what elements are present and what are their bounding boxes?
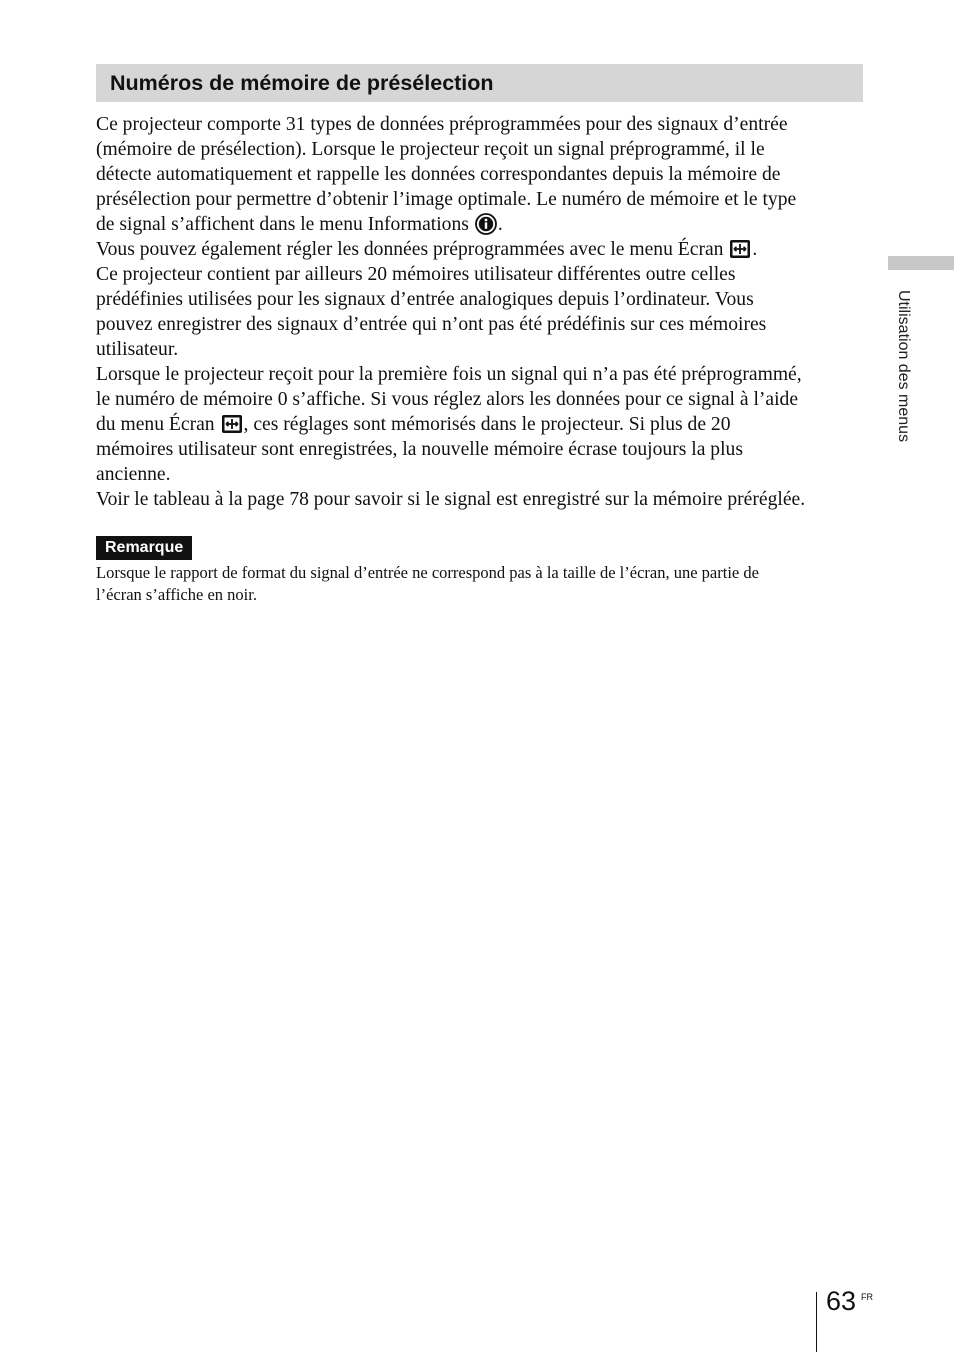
body-line: utilisateur. <box>96 339 179 360</box>
side-tab-bar <box>888 256 954 270</box>
body-line: Ce projecteur contient par ailleurs 20 mémoires utilisateur différentes outre celles <box>96 264 736 285</box>
body-line <box>96 212 871 237</box>
body-line: Voir le tableau à la page 78 pour savoir si le signal est enregistré sur la mémoire préréglée. <box>96 489 806 510</box>
note-text <box>96 562 876 606</box>
section-title: Numéros de mémoire de présélection <box>110 71 494 95</box>
body-line: présélection pour permettre d’obtenir l’image optimale. Le numéro de mémoire et le type <box>96 189 797 210</box>
body-line: mémoires utilisateur sont enregistrées, la nouvelle mémoire écrase toujours la plus <box>96 439 743 460</box>
screen-menu-icon <box>221 413 243 435</box>
note-line: Lorsque le rapport de format du signal d’entrée ne correspond pas à la taille de l’écran, une partie de <box>96 563 759 582</box>
section-header <box>96 64 863 102</box>
body-text <box>96 112 871 512</box>
body-line-text: , ces réglages sont mémorisés dans le projecteur. Si plus de 20 <box>243 414 731 435</box>
body-line-text: du menu Écran <box>96 414 215 435</box>
body-line <box>96 412 871 437</box>
body-line: ancienne. <box>96 464 171 485</box>
note-label: Remarque <box>96 536 192 560</box>
body-line-text: de signal s’affichent dans le menu Informations <box>96 214 469 235</box>
page-number: 63 <box>826 1286 857 1316</box>
body-line-text: . <box>752 239 758 260</box>
info-icon <box>475 213 497 235</box>
body-line: prédéfinies utilisées pour les signaux d’entrée analogiques depuis l’ordinateur. Vous <box>96 289 754 310</box>
body-line-text: Vous pouvez également régler les données préprogrammées avec le menu Écran <box>96 239 724 260</box>
body-line: pouvez enregistrer des signaux d’entrée qui n’ont pas été prédéfinis sur ces mémoires <box>96 314 767 335</box>
body-line: le numéro de mémoire 0 s’affiche. Si vous réglez alors les données pour ce signal à l’aide <box>96 389 799 410</box>
body-line: (mémoire de présélection). Lorsque le projecteur reçoit un signal préprogrammé, il le <box>96 139 765 160</box>
body-line: Ce projecteur comporte 31 types de données préprogrammées pour des signaux d’entrée <box>96 114 788 135</box>
screen-menu-icon <box>729 238 751 260</box>
page-language: FR <box>861 1292 873 1302</box>
body-line: détecte automatiquement et rappelle les données correspondantes depuis la mémoire de <box>96 164 781 185</box>
note-line: l’écran s’affiche en noir. <box>96 585 257 604</box>
side-tab-label: Utilisation des menus <box>895 290 912 443</box>
page-number-rule <box>816 1292 817 1352</box>
body-line-text: . <box>497 214 503 235</box>
body-line: Lorsque le projecteur reçoit pour la première fois un signal qui n’a pas été préprogrammé, <box>96 364 802 385</box>
body-line <box>96 237 871 262</box>
